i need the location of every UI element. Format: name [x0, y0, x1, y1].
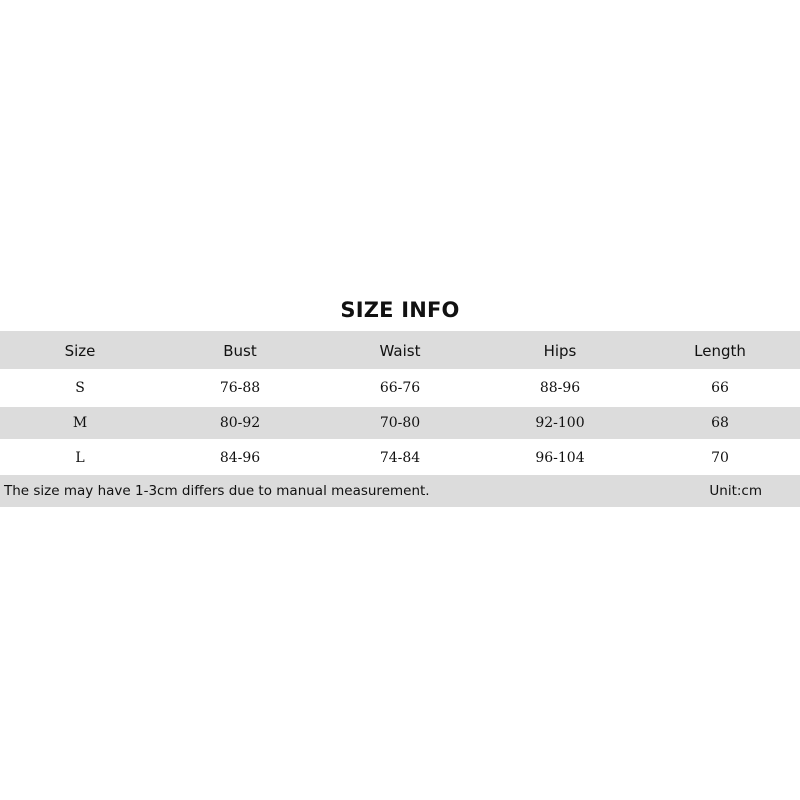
cell-length: 70 — [711, 450, 729, 466]
size-table — [0, 331, 800, 477]
header-length: Length — [694, 342, 746, 360]
cell-waist: 70-80 — [379, 415, 421, 431]
cell-waist: 74-84 — [379, 450, 421, 466]
table-header-row — [0, 331, 800, 372]
cell-hips: 88-96 — [539, 380, 581, 396]
cell-waist: 66-76 — [379, 380, 421, 396]
cell-size: L — [75, 450, 85, 466]
unit-label: Unit:cm — [709, 483, 762, 499]
size-info-title: SIZE INFO — [340, 298, 460, 322]
cell-length: 68 — [711, 415, 729, 431]
table-row — [0, 407, 800, 442]
cell-size: S — [75, 380, 85, 396]
cell-bust: 76-88 — [219, 380, 261, 396]
table-row — [0, 372, 800, 407]
cell-size: M — [72, 415, 88, 431]
header-bust: Bust — [223, 342, 257, 360]
header-waist: Waist — [379, 342, 421, 360]
cell-hips: 96-104 — [535, 450, 585, 466]
table-row — [0, 442, 800, 477]
header-size: Size — [64, 342, 96, 360]
header-hips: Hips — [543, 342, 577, 360]
cell-bust: 80-92 — [219, 415, 261, 431]
cell-bust: 84-96 — [219, 450, 261, 466]
table-footer — [0, 475, 800, 507]
cell-hips: 92-100 — [535, 415, 585, 431]
measurement-note: The size may have 1-3cm differs due to manual measurement. — [4, 483, 430, 499]
cell-length: 66 — [711, 380, 729, 396]
